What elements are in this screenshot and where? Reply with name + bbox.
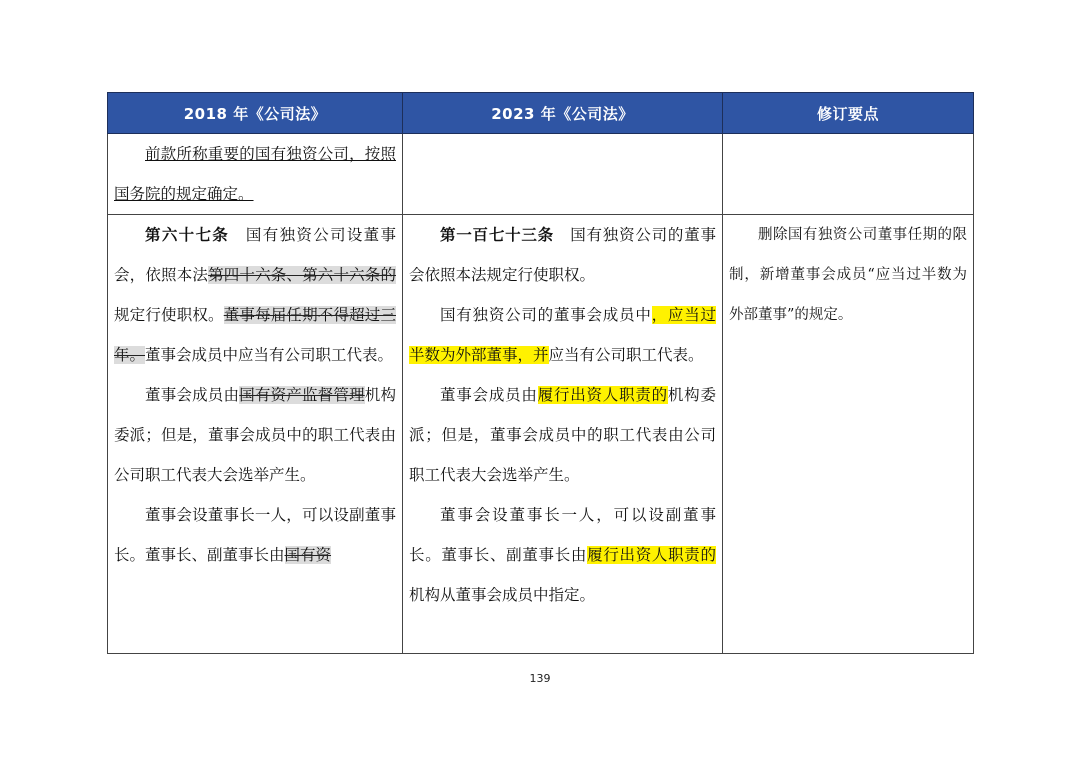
deleted-text: 董事每届任期不得超过三年。	[114, 306, 396, 364]
cell-revision-note	[723, 134, 974, 215]
deleted-text: 第四十六条、第六十六条的	[208, 266, 396, 284]
header-revision-points: 修订要点	[723, 93, 974, 134]
article-number: 第一百七十三条	[440, 225, 554, 244]
paragraph: 董事会成员由履行出资人职责的机构委派；但是，董事会成员中的职工代表由公司职工代表大会选举产生。	[409, 386, 716, 484]
header-2023-law: 2023 年《公司法》	[403, 93, 723, 134]
table-row	[108, 215, 974, 654]
underlined-clause: 前款所称重要的国有独资公司，按照国务院的规定确定。	[114, 145, 396, 203]
deleted-text: 国有资产监督管理	[239, 386, 365, 404]
paragraph: 国有独资公司的董事会成员中，应当过半数为外部董事，并应当有公司职工代表。	[409, 306, 716, 364]
highlighted-text: 履行出资人职责的	[587, 546, 716, 564]
paragraph: 董事会设董事长一人，可以设副董事长。董事长、副董事长由国有资	[114, 506, 396, 564]
paragraph: 董事会成员由国有资产监督管理机构委派；但是，董事会成员中的职工代表由公司职工代表大会选举产生。	[114, 386, 396, 484]
highlighted-text: ，应当过半数为外部董事，并	[409, 306, 716, 364]
header-2018-law: 2018 年《公司法》	[108, 93, 403, 134]
cell-2023-text	[403, 134, 723, 215]
page-number: 139	[529, 672, 551, 685]
revision-note-text: 删除国有独资公司董事任期的限制，新增董事会成员“应当过半数为外部董事”的规定。	[729, 227, 967, 323]
table-header-row	[108, 93, 974, 134]
law-comparison-table	[107, 92, 974, 654]
article-number: 第六十七条	[145, 225, 230, 244]
paragraph: 第一百七十三条 国有独资公司的董事会依照本法规定行使职权。	[409, 225, 716, 284]
paragraph: 第六十七条 国有独资公司设董事会，依照本法第四十六条、第六十六条的规定行使职权。董事每届任期不得超过三年。董事会成员中应当有公司职工代表。	[114, 225, 396, 364]
cell-2018-article-67	[108, 215, 403, 654]
deleted-text: 国有资	[284, 546, 332, 564]
paragraph: 董事会设董事长一人，可以设副董事长。董事长、副董事长由履行出资人职责的机构从董事会成员中指定。	[409, 506, 716, 604]
highlighted-text: 履行出资人职责的	[537, 386, 668, 404]
cell-2023-article-173	[403, 215, 723, 654]
table-row	[108, 134, 974, 215]
cell-2018-text	[108, 134, 403, 215]
cell-revision-note	[723, 215, 974, 654]
